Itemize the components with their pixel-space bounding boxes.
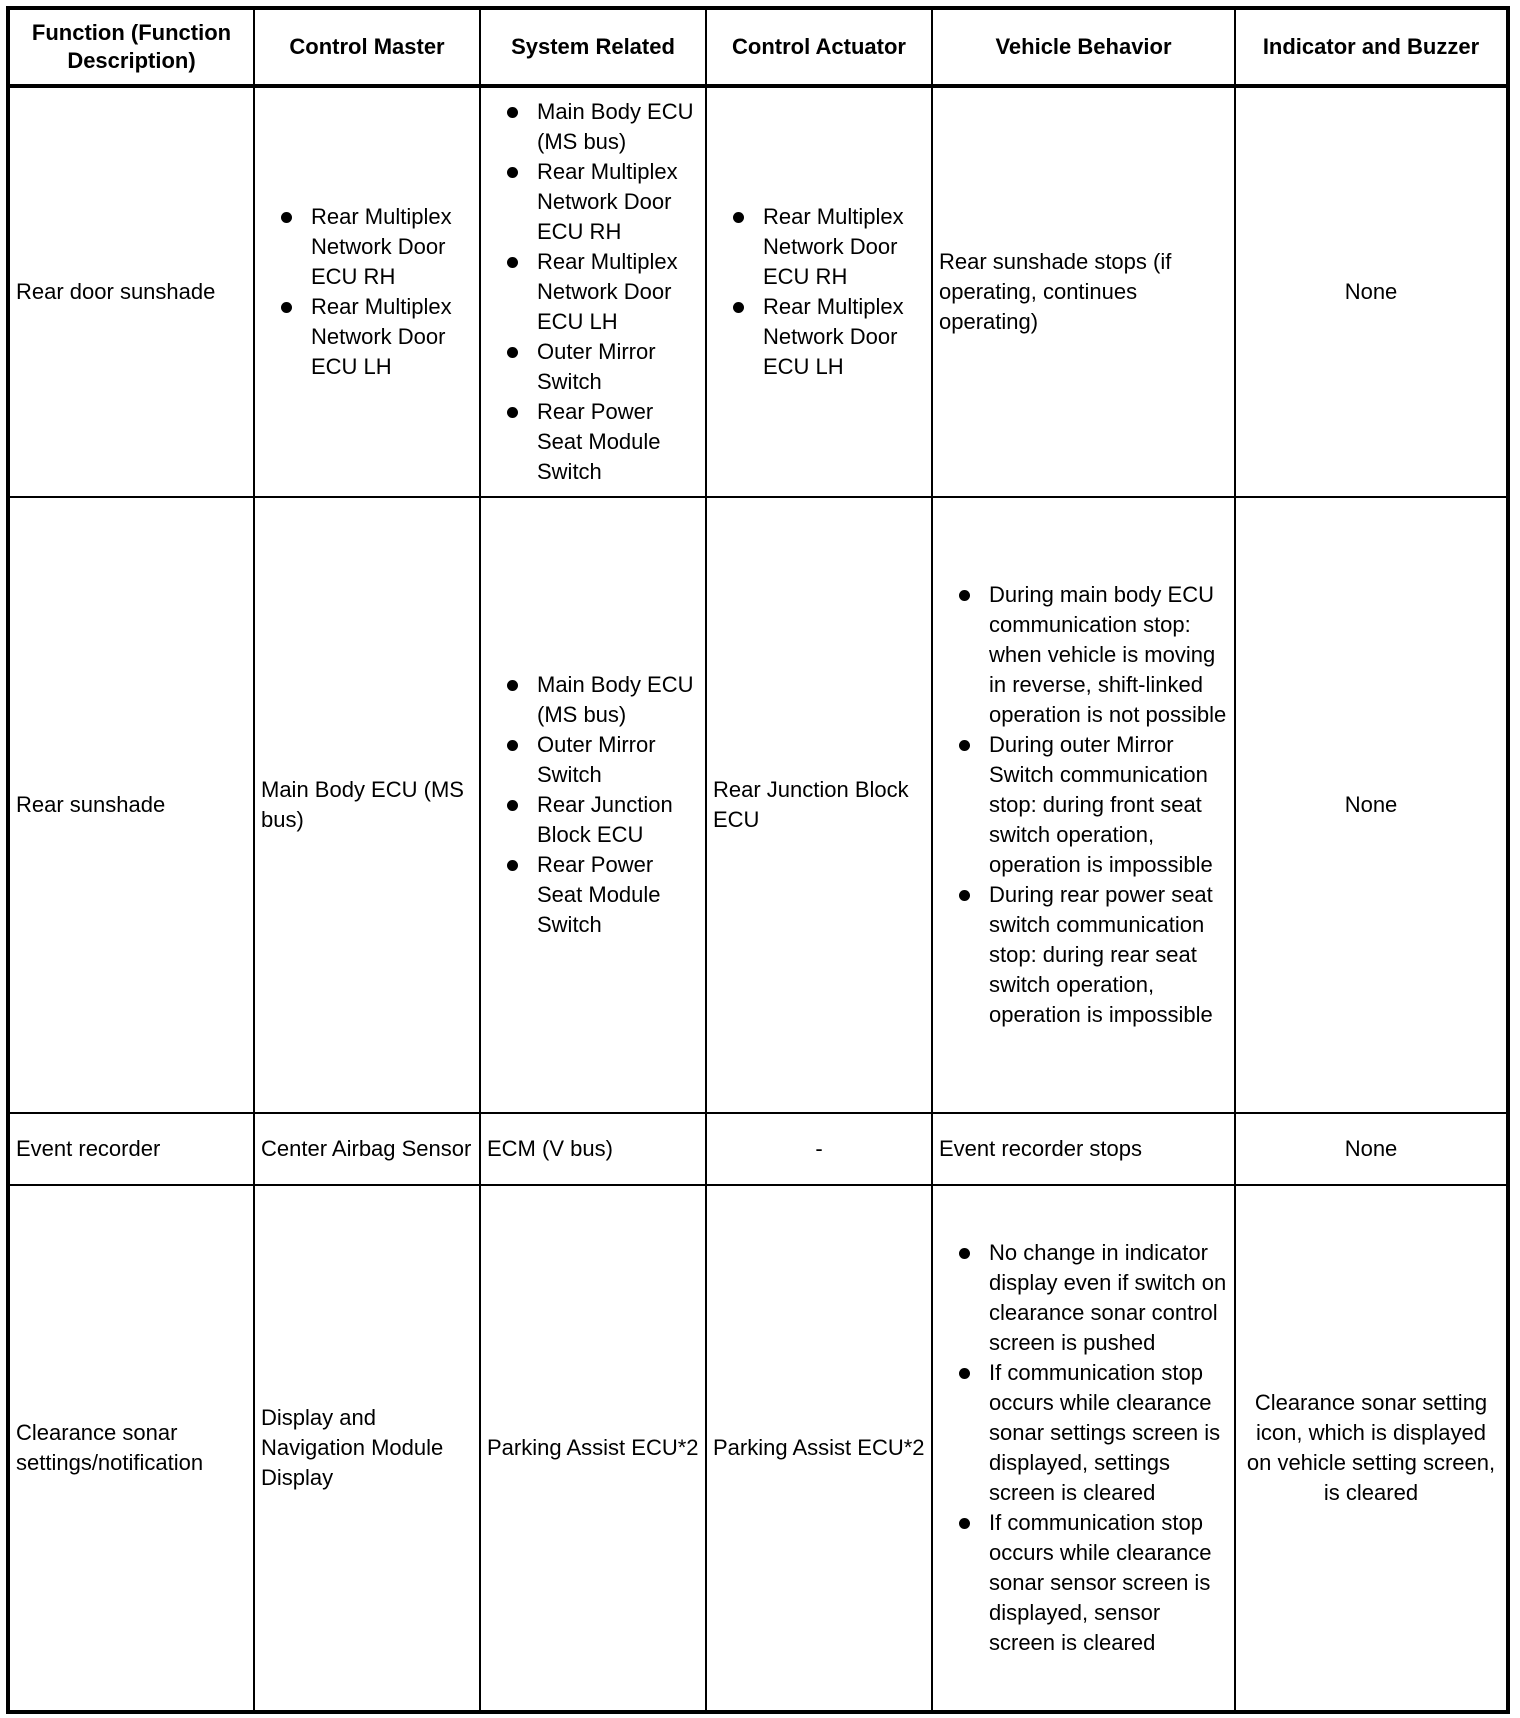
cell-control-master: Center Airbag Sensor: [254, 1113, 480, 1185]
list-item: Rear Multiplex Network Door ECU RH: [713, 202, 925, 292]
cell-indicator-buzzer: None: [1235, 497, 1508, 1113]
list-item: Outer Mirror Switch: [487, 730, 699, 790]
cell-function: Event recorder: [8, 1113, 254, 1185]
cell-system-related: ECM (V bus): [480, 1113, 706, 1185]
cell-control-master: Display and Navigation Module Display: [254, 1185, 480, 1712]
cell-function: Clearance sonar settings/notification: [8, 1185, 254, 1712]
table-row: [8, 497, 1508, 1113]
bullet-list: [939, 580, 1228, 1030]
table-row: [8, 86, 1508, 497]
list-item: Rear Junction Block ECU: [487, 790, 699, 850]
function-table: [6, 6, 1510, 1714]
list-item: Rear Multiplex Network Door ECU RH: [261, 202, 473, 292]
bullet-list: [713, 202, 925, 382]
list-item: Rear Multiplex Network Door ECU LH: [261, 292, 473, 382]
list-item: No change in indicator display even if switch on clearance sonar control screen is pushed: [939, 1238, 1228, 1358]
header-control-master: Control Master: [254, 8, 480, 86]
list-item: Rear Power Seat Module Switch: [487, 850, 699, 940]
cell-system-related: [480, 497, 706, 1113]
list-item: Rear Power Seat Module Switch: [487, 397, 699, 487]
cell-control-actuator: [706, 86, 932, 497]
list-item: If communication stop occurs while clearance sonar settings screen is displayed, settings screen is cleared: [939, 1358, 1228, 1508]
list-item: Main Body ECU (MS bus): [487, 97, 699, 157]
cell-function: Rear door sunshade: [8, 86, 254, 497]
list-item: During outer Mirror Switch communication stop: during front seat switch operation, operation is impossible: [939, 730, 1228, 880]
table-row: [8, 1185, 1508, 1712]
cell-control-actuator: -: [706, 1113, 932, 1185]
header-vehicle-behavior: Vehicle Behavior: [932, 8, 1235, 86]
cell-function: Rear sunshade: [8, 497, 254, 1113]
cell-indicator-buzzer: Clearance sonar setting icon, which is displayed on vehicle setting screen, is cleared: [1235, 1185, 1508, 1712]
header-function: Function (Function Description): [8, 8, 254, 86]
cell-control-master: Main Body ECU (MS bus): [254, 497, 480, 1113]
bullet-list: [261, 202, 473, 382]
function-table-wrapper: [6, 6, 1510, 1714]
table-row: [8, 1113, 1508, 1185]
list-item: Rear Multiplex Network Door ECU RH: [487, 157, 699, 247]
list-item: If communication stop occurs while clearance sonar sensor screen is displayed, sensor screen is cleared: [939, 1508, 1228, 1658]
cell-control-actuator: Parking Assist ECU*2: [706, 1185, 932, 1712]
bullet-list: [939, 1238, 1228, 1658]
cell-vehicle-behavior: [932, 497, 1235, 1113]
header-row: [8, 8, 1508, 86]
list-item: Outer Mirror Switch: [487, 337, 699, 397]
list-item: Rear Multiplex Network Door ECU LH: [487, 247, 699, 337]
header-indicator-buzzer: Indicator and Buzzer: [1235, 8, 1508, 86]
list-item: During rear power seat switch communication stop: during rear seat switch operation, operation is impossible: [939, 880, 1228, 1030]
cell-indicator-buzzer: None: [1235, 86, 1508, 497]
list-item: During main body ECU communication stop: when vehicle is moving in reverse, shift-linked operation is not possible: [939, 580, 1228, 730]
cell-system-related: Parking Assist ECU*2: [480, 1185, 706, 1712]
header-system-related: System Related: [480, 8, 706, 86]
list-item: Main Body ECU (MS bus): [487, 670, 699, 730]
bullet-list: [487, 670, 699, 940]
cell-system-related: [480, 86, 706, 497]
cell-vehicle-behavior: [932, 1185, 1235, 1712]
header-control-actuator: Control Actuator: [706, 8, 932, 86]
cell-control-actuator: Rear Junction Block ECU: [706, 497, 932, 1113]
list-item: Rear Multiplex Network Door ECU LH: [713, 292, 925, 382]
cell-vehicle-behavior: Rear sunshade stops (if operating, continues operating): [932, 86, 1235, 497]
bullet-list: [487, 97, 699, 487]
cell-control-master: [254, 86, 480, 497]
cell-vehicle-behavior: Event recorder stops: [932, 1113, 1235, 1185]
cell-indicator-buzzer: None: [1235, 1113, 1508, 1185]
